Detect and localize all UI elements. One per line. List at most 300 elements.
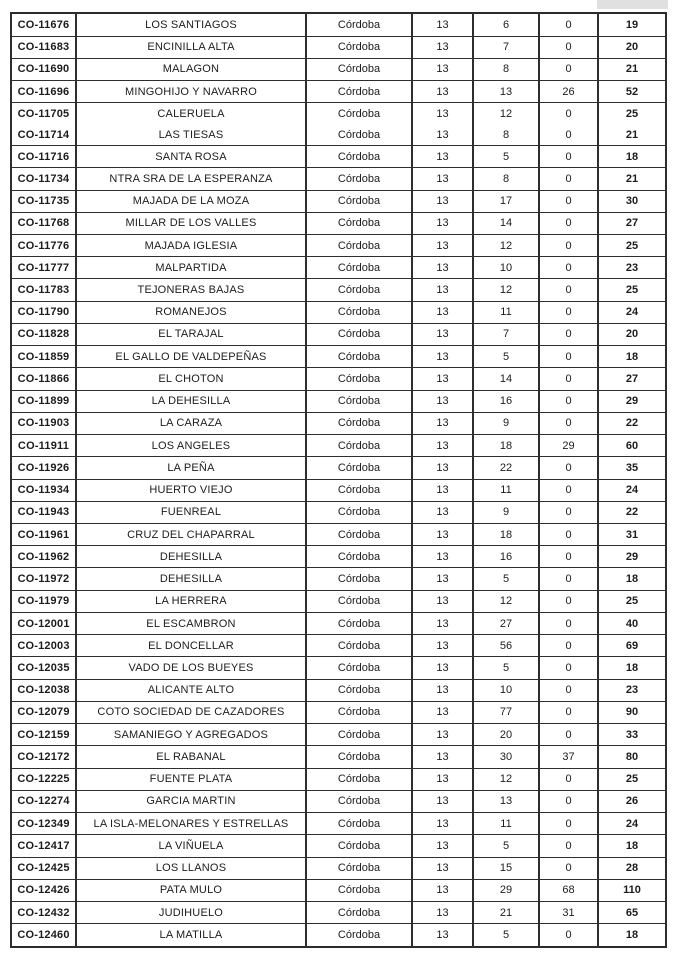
cell-total: 22 bbox=[598, 412, 666, 434]
cell-name: ALICANTE ALTO bbox=[76, 679, 306, 701]
cell-value-2: 12 bbox=[473, 590, 539, 612]
cell-total: 52 bbox=[598, 81, 666, 103]
cell-value-1: 13 bbox=[412, 301, 473, 323]
cell-value-1: 13 bbox=[412, 813, 473, 835]
cell-value-2: 14 bbox=[473, 368, 539, 390]
cell-value-1: 13 bbox=[412, 746, 473, 768]
cell-value-3: 0 bbox=[539, 390, 598, 412]
cell-value-1: 13 bbox=[412, 368, 473, 390]
cell-name: MALAGON bbox=[76, 58, 306, 80]
cell-total: 33 bbox=[598, 724, 666, 746]
cell-value-3: 0 bbox=[539, 635, 598, 657]
table-row bbox=[11, 124, 666, 145]
cell-value-2: 5 bbox=[473, 146, 539, 168]
cell-code: CO-11911 bbox=[11, 435, 76, 457]
cell-code: CO-11783 bbox=[11, 279, 76, 301]
table-row bbox=[11, 902, 666, 924]
cell-value-2: 10 bbox=[473, 257, 539, 279]
cell-name: LA DEHESILLA bbox=[76, 390, 306, 412]
cell-code: CO-11768 bbox=[11, 212, 76, 234]
cell-province: Córdoba bbox=[306, 590, 412, 612]
cell-name: LA PEÑA bbox=[76, 457, 306, 479]
hunting-grounds-table bbox=[10, 12, 667, 948]
cell-code: CO-12172 bbox=[11, 746, 76, 768]
cell-value-2: 22 bbox=[473, 457, 539, 479]
cell-code: CO-11676 bbox=[11, 13, 76, 36]
cell-value-1: 13 bbox=[412, 412, 473, 434]
cell-code: CO-12432 bbox=[11, 902, 76, 924]
cell-value-3: 0 bbox=[539, 13, 598, 36]
cell-value-1: 13 bbox=[412, 590, 473, 612]
cell-province: Córdoba bbox=[306, 212, 412, 234]
cell-total: 18 bbox=[598, 146, 666, 168]
cell-province: Córdoba bbox=[306, 58, 412, 80]
cell-province: Córdoba bbox=[306, 36, 412, 58]
cell-value-3: 0 bbox=[539, 546, 598, 568]
cell-value-2: 15 bbox=[473, 857, 539, 879]
cell-value-1: 13 bbox=[412, 168, 473, 190]
cell-total: 28 bbox=[598, 857, 666, 879]
cell-value-3: 0 bbox=[539, 58, 598, 80]
cell-value-3: 0 bbox=[539, 212, 598, 234]
cell-value-2: 27 bbox=[473, 612, 539, 634]
table-row bbox=[11, 568, 666, 590]
cell-province: Córdoba bbox=[306, 390, 412, 412]
cell-province: Córdoba bbox=[306, 746, 412, 768]
cell-value-2: 16 bbox=[473, 546, 539, 568]
table-row bbox=[11, 234, 666, 256]
cell-value-2: 5 bbox=[473, 346, 539, 368]
cell-province: Córdoba bbox=[306, 902, 412, 924]
table-row bbox=[11, 368, 666, 390]
table-row bbox=[11, 746, 666, 768]
cell-code: CO-12003 bbox=[11, 635, 76, 657]
table-row bbox=[11, 813, 666, 835]
cell-province: Córdoba bbox=[306, 368, 412, 390]
cell-code: CO-11696 bbox=[11, 81, 76, 103]
cell-value-3: 0 bbox=[539, 124, 598, 145]
cell-value-1: 13 bbox=[412, 501, 473, 523]
cell-value-3: 0 bbox=[539, 368, 598, 390]
cell-value-3: 0 bbox=[539, 768, 598, 790]
cell-total: 23 bbox=[598, 257, 666, 279]
cell-name: ENCINILLA ALTA bbox=[76, 36, 306, 58]
table-row bbox=[11, 412, 666, 434]
cell-name: SANTA ROSA bbox=[76, 146, 306, 168]
cell-total: 25 bbox=[598, 234, 666, 256]
cell-value-3: 0 bbox=[539, 257, 598, 279]
cell-name: LA ISLA-MELONARES Y ESTRELLAS bbox=[76, 813, 306, 835]
cell-total: 24 bbox=[598, 813, 666, 835]
table-row bbox=[11, 58, 666, 80]
cell-province: Córdoba bbox=[306, 168, 412, 190]
cell-code: CO-12225 bbox=[11, 768, 76, 790]
cell-value-2: 7 bbox=[473, 323, 539, 345]
cell-value-2: 5 bbox=[473, 657, 539, 679]
cell-province: Córdoba bbox=[306, 924, 412, 947]
cell-name: LA HERRERA bbox=[76, 590, 306, 612]
cell-total: 30 bbox=[598, 190, 666, 212]
cell-value-3: 0 bbox=[539, 412, 598, 434]
cell-province: Córdoba bbox=[306, 679, 412, 701]
cell-name: MINGOHIJO Y NAVARRO bbox=[76, 81, 306, 103]
table-row bbox=[11, 790, 666, 812]
cell-code: CO-11943 bbox=[11, 501, 76, 523]
cell-province: Córdoba bbox=[306, 813, 412, 835]
table-row bbox=[11, 879, 666, 901]
cell-name: LA VIÑUELA bbox=[76, 835, 306, 857]
cell-name: DEHESILLA bbox=[76, 546, 306, 568]
cell-total: 80 bbox=[598, 746, 666, 768]
cell-province: Córdoba bbox=[306, 13, 412, 36]
cell-name: COTO SOCIEDAD DE CAZADORES bbox=[76, 701, 306, 723]
cell-province: Córdoba bbox=[306, 546, 412, 568]
cell-value-1: 13 bbox=[412, 58, 473, 80]
cell-total: 60 bbox=[598, 435, 666, 457]
cell-code: CO-11979 bbox=[11, 590, 76, 612]
cell-value-1: 13 bbox=[412, 724, 473, 746]
table-body bbox=[11, 13, 666, 947]
cell-value-1: 13 bbox=[412, 568, 473, 590]
cell-total: 25 bbox=[598, 279, 666, 301]
cell-code: CO-11859 bbox=[11, 346, 76, 368]
cell-value-2: 5 bbox=[473, 835, 539, 857]
cell-value-1: 13 bbox=[412, 81, 473, 103]
cell-total: 18 bbox=[598, 346, 666, 368]
table-row bbox=[11, 257, 666, 279]
cell-code: CO-12079 bbox=[11, 701, 76, 723]
cell-province: Córdoba bbox=[306, 412, 412, 434]
cell-province: Córdoba bbox=[306, 724, 412, 746]
cell-code: CO-12274 bbox=[11, 790, 76, 812]
cell-code: CO-12035 bbox=[11, 657, 76, 679]
cell-value-3: 0 bbox=[539, 524, 598, 546]
cell-code: CO-11776 bbox=[11, 234, 76, 256]
table-row bbox=[11, 612, 666, 634]
cell-province: Córdoba bbox=[306, 435, 412, 457]
table-row bbox=[11, 857, 666, 879]
cell-value-2: 9 bbox=[473, 501, 539, 523]
cell-province: Córdoba bbox=[306, 234, 412, 256]
cell-value-2: 11 bbox=[473, 813, 539, 835]
cell-name: SAMANIEGO Y AGREGADOS bbox=[76, 724, 306, 746]
cell-name: LA CARAZA bbox=[76, 412, 306, 434]
cell-total: 69 bbox=[598, 635, 666, 657]
table-row bbox=[11, 479, 666, 501]
cell-name: ROMANEJOS bbox=[76, 301, 306, 323]
cell-value-1: 13 bbox=[412, 879, 473, 901]
table-row bbox=[11, 590, 666, 612]
table-row bbox=[11, 635, 666, 657]
cell-code: CO-12426 bbox=[11, 879, 76, 901]
cell-code: CO-12349 bbox=[11, 813, 76, 835]
cell-total: 20 bbox=[598, 323, 666, 345]
cell-value-2: 8 bbox=[473, 168, 539, 190]
cell-value-1: 13 bbox=[412, 657, 473, 679]
cell-province: Córdoba bbox=[306, 635, 412, 657]
table-row bbox=[11, 146, 666, 168]
cell-value-3: 0 bbox=[539, 612, 598, 634]
cell-province: Córdoba bbox=[306, 790, 412, 812]
cell-value-2: 5 bbox=[473, 568, 539, 590]
cell-total: 23 bbox=[598, 679, 666, 701]
cell-value-2: 14 bbox=[473, 212, 539, 234]
cell-value-1: 13 bbox=[412, 435, 473, 457]
cell-total: 18 bbox=[598, 568, 666, 590]
cell-name: EL GALLO DE VALDEPEÑAS bbox=[76, 346, 306, 368]
cell-total: 22 bbox=[598, 501, 666, 523]
cell-value-3: 0 bbox=[539, 279, 598, 301]
cell-value-2: 18 bbox=[473, 524, 539, 546]
cell-value-1: 13 bbox=[412, 701, 473, 723]
cell-province: Córdoba bbox=[306, 835, 412, 857]
table-row bbox=[11, 924, 666, 947]
cell-value-1: 13 bbox=[412, 279, 473, 301]
table-row bbox=[11, 323, 666, 345]
cell-name: TEJONERAS BAJAS bbox=[76, 279, 306, 301]
cell-value-2: 8 bbox=[473, 124, 539, 145]
cell-value-3: 0 bbox=[539, 724, 598, 746]
cell-total: 24 bbox=[598, 479, 666, 501]
cell-code: CO-11972 bbox=[11, 568, 76, 590]
cell-value-3: 0 bbox=[539, 924, 598, 947]
cell-value-2: 30 bbox=[473, 746, 539, 768]
cell-province: Córdoba bbox=[306, 124, 412, 145]
cell-value-1: 13 bbox=[412, 257, 473, 279]
cell-code: CO-12425 bbox=[11, 857, 76, 879]
cell-code: CO-11866 bbox=[11, 368, 76, 390]
cell-province: Córdoba bbox=[306, 501, 412, 523]
cell-value-3: 0 bbox=[539, 301, 598, 323]
cell-name: HUERTO VIEJO bbox=[76, 479, 306, 501]
cell-value-1: 13 bbox=[412, 103, 473, 124]
cell-code: CO-11899 bbox=[11, 390, 76, 412]
cell-total: 27 bbox=[598, 212, 666, 234]
cell-value-3: 0 bbox=[539, 568, 598, 590]
cell-value-2: 12 bbox=[473, 234, 539, 256]
cell-total: 18 bbox=[598, 657, 666, 679]
table-row bbox=[11, 103, 666, 124]
table-row bbox=[11, 657, 666, 679]
cell-value-2: 5 bbox=[473, 924, 539, 947]
cell-value-1: 13 bbox=[412, 768, 473, 790]
cell-value-2: 7 bbox=[473, 36, 539, 58]
cell-name: LOS ANGELES bbox=[76, 435, 306, 457]
cell-province: Córdoba bbox=[306, 879, 412, 901]
cell-value-1: 13 bbox=[412, 234, 473, 256]
cell-province: Córdoba bbox=[306, 479, 412, 501]
cell-total: 18 bbox=[598, 835, 666, 857]
cell-value-2: 12 bbox=[473, 768, 539, 790]
cell-value-2: 6 bbox=[473, 13, 539, 36]
table-row bbox=[11, 279, 666, 301]
cell-value-1: 13 bbox=[412, 902, 473, 924]
cell-province: Córdoba bbox=[306, 457, 412, 479]
cell-value-1: 13 bbox=[412, 457, 473, 479]
cell-name: PATA MULO bbox=[76, 879, 306, 901]
cell-code: CO-11961 bbox=[11, 524, 76, 546]
cell-code: CO-11705 bbox=[11, 103, 76, 124]
cell-value-3: 0 bbox=[539, 103, 598, 124]
cell-province: Córdoba bbox=[306, 612, 412, 634]
cell-value-1: 13 bbox=[412, 323, 473, 345]
cell-name: LAS TIESAS bbox=[76, 124, 306, 145]
cell-value-3: 0 bbox=[539, 835, 598, 857]
cell-code: CO-11714 bbox=[11, 124, 76, 145]
cell-name: VADO DE LOS BUEYES bbox=[76, 657, 306, 679]
table-row bbox=[11, 13, 666, 36]
cell-province: Córdoba bbox=[306, 279, 412, 301]
cell-total: 18 bbox=[598, 924, 666, 947]
cell-province: Córdoba bbox=[306, 346, 412, 368]
cell-value-2: 13 bbox=[473, 790, 539, 812]
cell-value-1: 13 bbox=[412, 390, 473, 412]
cell-value-3: 0 bbox=[539, 36, 598, 58]
cell-value-3: 0 bbox=[539, 234, 598, 256]
cell-name: FUENREAL bbox=[76, 501, 306, 523]
cell-name: JUDIHUELO bbox=[76, 902, 306, 924]
cell-province: Córdoba bbox=[306, 701, 412, 723]
cell-total: 25 bbox=[598, 768, 666, 790]
cell-code: CO-11683 bbox=[11, 36, 76, 58]
table-row bbox=[11, 81, 666, 103]
cell-value-2: 13 bbox=[473, 81, 539, 103]
cell-value-2: 10 bbox=[473, 679, 539, 701]
table-row bbox=[11, 546, 666, 568]
cell-province: Córdoba bbox=[306, 301, 412, 323]
cell-value-3: 0 bbox=[539, 657, 598, 679]
cell-value-1: 13 bbox=[412, 36, 473, 58]
cell-total: 26 bbox=[598, 790, 666, 812]
cell-total: 25 bbox=[598, 103, 666, 124]
cell-value-2: 29 bbox=[473, 879, 539, 901]
table-row bbox=[11, 724, 666, 746]
table-row bbox=[11, 501, 666, 523]
cell-value-1: 13 bbox=[412, 546, 473, 568]
page-crop-artifact bbox=[597, 0, 668, 9]
cell-name: NTRA SRA DE LA ESPERANZA bbox=[76, 168, 306, 190]
cell-total: 29 bbox=[598, 546, 666, 568]
cell-code: CO-12038 bbox=[11, 679, 76, 701]
cell-code: CO-11690 bbox=[11, 58, 76, 80]
cell-value-2: 12 bbox=[473, 279, 539, 301]
cell-value-1: 13 bbox=[412, 679, 473, 701]
cell-province: Córdoba bbox=[306, 257, 412, 279]
cell-value-2: 11 bbox=[473, 479, 539, 501]
cell-name: LOS LLANOS bbox=[76, 857, 306, 879]
table-row bbox=[11, 36, 666, 58]
cell-name: EL DONCELLAR bbox=[76, 635, 306, 657]
cell-name: MAJADA IGLESIA bbox=[76, 234, 306, 256]
cell-value-1: 13 bbox=[412, 790, 473, 812]
cell-value-1: 13 bbox=[412, 212, 473, 234]
cell-value-3: 31 bbox=[539, 902, 598, 924]
cell-name: LA MATILLA bbox=[76, 924, 306, 947]
cell-value-2: 12 bbox=[473, 103, 539, 124]
cell-value-3: 0 bbox=[539, 590, 598, 612]
cell-code: CO-12159 bbox=[11, 724, 76, 746]
cell-value-1: 13 bbox=[412, 835, 473, 857]
cell-code: CO-11934 bbox=[11, 479, 76, 501]
cell-value-1: 13 bbox=[412, 924, 473, 947]
table-row bbox=[11, 701, 666, 723]
cell-code: CO-11735 bbox=[11, 190, 76, 212]
cell-province: Córdoba bbox=[306, 146, 412, 168]
cell-value-3: 0 bbox=[539, 679, 598, 701]
cell-value-3: 0 bbox=[539, 457, 598, 479]
cell-total: 19 bbox=[598, 13, 666, 36]
cell-value-2: 56 bbox=[473, 635, 539, 657]
cell-value-2: 11 bbox=[473, 301, 539, 323]
cell-name: CRUZ DEL CHAPARRAL bbox=[76, 524, 306, 546]
table-row bbox=[11, 835, 666, 857]
cell-value-3: 68 bbox=[539, 879, 598, 901]
cell-code: CO-11828 bbox=[11, 323, 76, 345]
cell-province: Córdoba bbox=[306, 568, 412, 590]
table-row bbox=[11, 168, 666, 190]
cell-value-3: 0 bbox=[539, 168, 598, 190]
cell-value-1: 13 bbox=[412, 146, 473, 168]
cell-value-1: 13 bbox=[412, 346, 473, 368]
cell-code: CO-11962 bbox=[11, 546, 76, 568]
cell-value-2: 18 bbox=[473, 435, 539, 457]
cell-value-3: 0 bbox=[539, 790, 598, 812]
cell-value-1: 13 bbox=[412, 479, 473, 501]
cell-code: CO-11777 bbox=[11, 257, 76, 279]
cell-name: MAJADA DE LA MOZA bbox=[76, 190, 306, 212]
cell-code: CO-12460 bbox=[11, 924, 76, 947]
cell-name: CALERUELA bbox=[76, 103, 306, 124]
cell-code: CO-11903 bbox=[11, 412, 76, 434]
table-row bbox=[11, 390, 666, 412]
cell-value-2: 21 bbox=[473, 902, 539, 924]
cell-value-1: 13 bbox=[412, 124, 473, 145]
cell-code: CO-11734 bbox=[11, 168, 76, 190]
cell-total: 27 bbox=[598, 368, 666, 390]
table-row bbox=[11, 346, 666, 368]
cell-value-3: 0 bbox=[539, 479, 598, 501]
cell-code: CO-11926 bbox=[11, 457, 76, 479]
cell-value-2: 20 bbox=[473, 724, 539, 746]
cell-total: 25 bbox=[598, 590, 666, 612]
cell-name: MILLAR DE LOS VALLES bbox=[76, 212, 306, 234]
cell-province: Córdoba bbox=[306, 323, 412, 345]
cell-province: Córdoba bbox=[306, 857, 412, 879]
cell-value-3: 26 bbox=[539, 81, 598, 103]
cell-total: 35 bbox=[598, 457, 666, 479]
cell-value-3: 0 bbox=[539, 813, 598, 835]
cell-total: 21 bbox=[598, 124, 666, 145]
table-row bbox=[11, 768, 666, 790]
cell-value-2: 9 bbox=[473, 412, 539, 434]
cell-name: EL ESCAMBRON bbox=[76, 612, 306, 634]
cell-value-1: 13 bbox=[412, 13, 473, 36]
cell-name: DEHESILLA bbox=[76, 568, 306, 590]
cell-value-3: 0 bbox=[539, 701, 598, 723]
cell-value-3: 37 bbox=[539, 746, 598, 768]
cell-value-1: 13 bbox=[412, 635, 473, 657]
cell-province: Córdoba bbox=[306, 81, 412, 103]
cell-province: Córdoba bbox=[306, 768, 412, 790]
cell-name: LOS SANTIAGOS bbox=[76, 13, 306, 36]
table-row bbox=[11, 190, 666, 212]
cell-total: 40 bbox=[598, 612, 666, 634]
cell-province: Córdoba bbox=[306, 103, 412, 124]
cell-name: EL TARAJAL bbox=[76, 323, 306, 345]
cell-value-1: 13 bbox=[412, 612, 473, 634]
cell-value-1: 13 bbox=[412, 524, 473, 546]
cell-province: Córdoba bbox=[306, 190, 412, 212]
